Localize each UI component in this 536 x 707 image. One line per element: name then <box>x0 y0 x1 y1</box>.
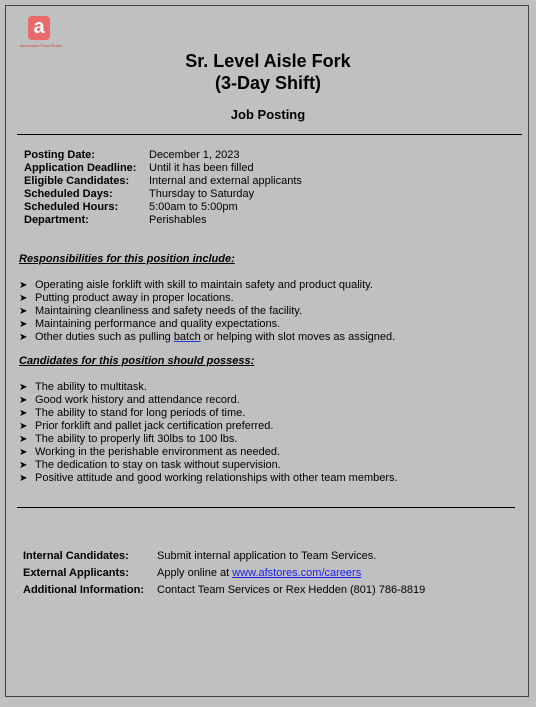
detail-label: Eligible Candidates: <box>24 175 130 187</box>
detail-value: Perishables <box>149 214 207 226</box>
contact-row: External Applicants: Apply online at www.afstores.com/careers <box>23 566 362 579</box>
arrow-bullet-icon: ➤ <box>19 306 28 317</box>
contact-value: Contact Team Services or Rex Hedden (801) 786-8819 <box>157 583 426 596</box>
list-item: ➤ Maintaining cleanliness and safety needs of the facility. <box>19 305 303 317</box>
arrow-bullet-icon: ➤ <box>19 280 28 291</box>
contact-label: Internal Candidates: <box>23 549 129 562</box>
arrow-bullet-icon: ➤ <box>19 447 28 458</box>
detail-row <box>24 162 302 175</box>
arrow-bullet-icon: ➤ <box>19 382 28 393</box>
list-item: ➤ Good work history and attendance record. <box>19 394 240 406</box>
contact-row <box>23 547 425 564</box>
posting-details <box>24 149 302 227</box>
detail-value: Thursday to Saturday <box>149 188 255 200</box>
detail-label: Department: <box>24 214 89 226</box>
bottom-divider <box>17 507 515 508</box>
detail-label: Posting Date: <box>24 149 95 161</box>
job-shift: (3-Day Shift) <box>214 73 321 93</box>
contact-label: Additional Information: <box>23 583 144 596</box>
logo-tagline: Associated Food Stores <box>19 43 63 48</box>
careers-link[interactable]: www.afstores.com/careers <box>232 566 362 579</box>
detail-row <box>24 149 302 162</box>
arrow-bullet-icon: ➤ <box>19 408 28 419</box>
detail-value: December 1, 2023 <box>149 149 240 161</box>
detail-value: Until it has been filled <box>149 162 254 174</box>
list-item: ➤ Operating aisle forklift with skill to maintain safety and product quality. <box>19 279 373 291</box>
qualifications-heading: Candidates for this position should possess: <box>19 355 255 367</box>
list-item: ➤ The ability to stand for long periods of time. <box>19 407 246 419</box>
contact-value: Submit internal application to Team Services. <box>157 549 377 562</box>
detail-value: 5:00am to 5:00pm <box>149 201 238 213</box>
arrow-bullet-icon: ➤ <box>19 421 28 432</box>
top-divider <box>17 134 522 135</box>
detail-value: Internal and external applicants <box>149 175 302 187</box>
arrow-bullet-icon: ➤ <box>19 473 28 484</box>
list-item: ➤ Positive attitude and good working relationships with other team members. <box>19 472 398 484</box>
arrow-bullet-icon: ➤ <box>19 319 28 330</box>
arrow-bullet-icon: ➤ <box>19 434 28 445</box>
contact-info <box>23 547 425 598</box>
detail-row <box>24 175 302 188</box>
list-item: ➤ Putting product away in proper locations. <box>19 292 234 304</box>
list-item: ➤ Prior forklift and pallet jack certification preferred. <box>19 420 274 432</box>
detail-label: Application Deadline: <box>24 162 137 174</box>
qualifications-list <box>19 381 398 485</box>
arrow-bullet-icon: ➤ <box>19 293 28 304</box>
list-item: ➤ The ability to multitask. <box>19 381 147 393</box>
responsibilities-heading: Responsibilities for this position include: <box>19 253 235 265</box>
detail-row <box>24 201 302 214</box>
arrow-bullet-icon: ➤ <box>19 332 28 343</box>
detail-label: Scheduled Days: <box>24 188 113 200</box>
detail-label: Scheduled Hours: <box>24 201 119 213</box>
job-title: Sr. Level Aisle Fork <box>185 51 351 71</box>
list-item: ➤ The ability to properly lift 30lbs to 100 lbs. <box>19 433 238 445</box>
detail-row <box>24 188 302 201</box>
list-item: ➤ Maintaining performance and quality expectations. <box>19 318 281 330</box>
list-item: ➤ The dedication to stay on task without supervision. <box>19 459 281 471</box>
underlined-word: batch <box>173 331 201 343</box>
list-item: ➤ Working in the perishable environment as needed. <box>19 446 281 458</box>
responsibilities-list <box>19 279 395 344</box>
posting-type: Job Posting <box>230 107 306 122</box>
logo-mark: a <box>28 16 50 40</box>
contact-row <box>23 581 425 598</box>
list-item: ➤ Other duties such as pulling batch or helping with slot moves as assigned. <box>19 331 396 343</box>
detail-row <box>24 214 302 227</box>
company-logo <box>19 14 63 50</box>
contact-label: External Applicants: <box>23 566 129 579</box>
arrow-bullet-icon: ➤ <box>19 460 28 471</box>
arrow-bullet-icon: ➤ <box>19 395 28 406</box>
